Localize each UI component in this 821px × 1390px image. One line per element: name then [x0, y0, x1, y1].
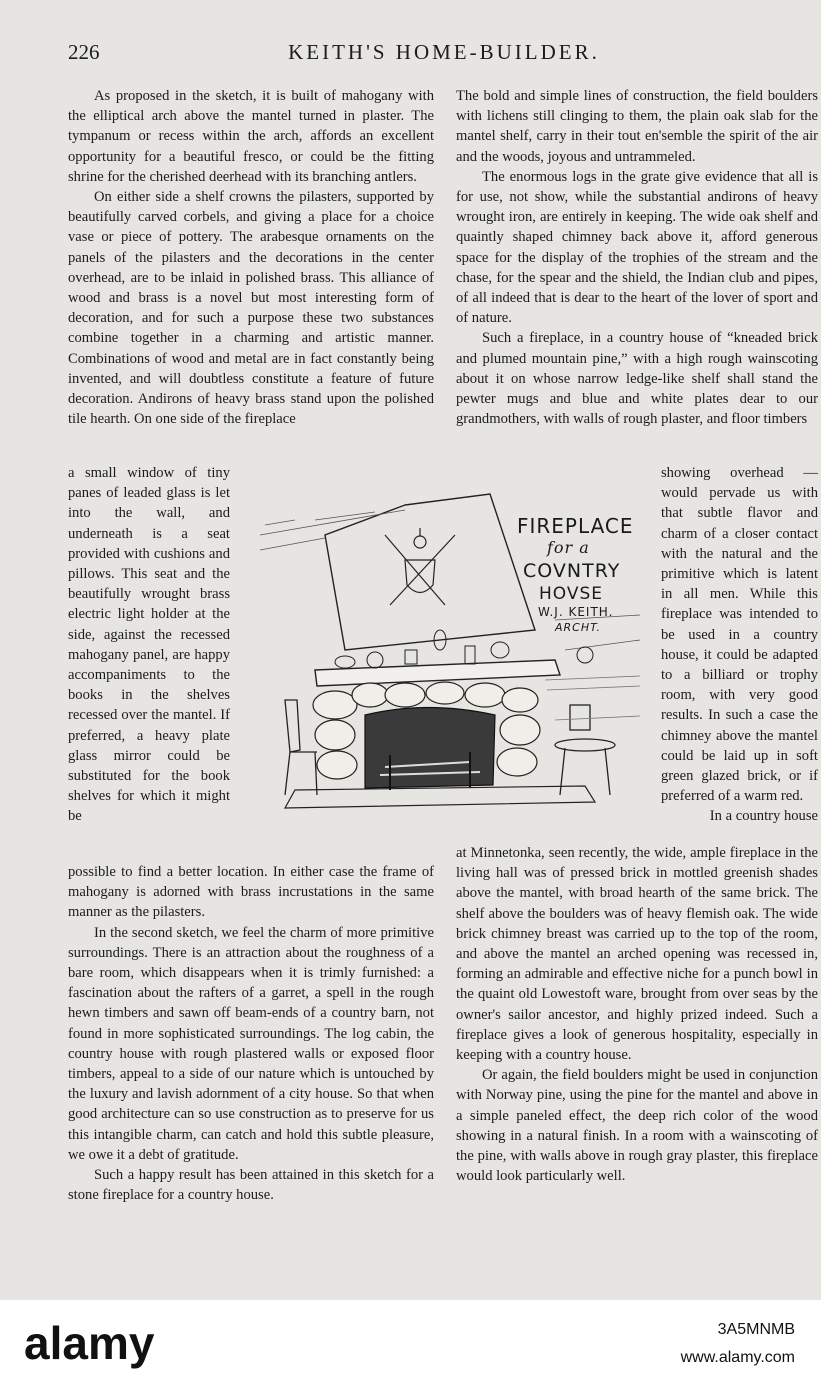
left-column-bottom [68, 862, 434, 1205]
paragraph: showing overhead — would pervade us with that subtle flavor and charm of a closer contact with the natural and the primitive which is latent in all men. While this fireplace was intended to be used in a country house, it could be adapted to a billiard or trophy room, with very good results. In such a case the chimney above the mantel could be laid up in soft green glazed brick, or if preferred of a warm red. [661, 465, 818, 805]
paragraph: a small window of tiny panes of leaded glass is let into the wall, and underneath is a seat provided with cushions and pillows. This seat and the beautifully wrought brass electric light holder at the side, against the recessed mahogany panel, are happy accompaniments to the books in the shelves recessed over the mantel. If preferred, a heavy plate glass mirror could be substituted for the book shelves for which it might be [68, 465, 230, 825]
left-column-wrap [68, 463, 230, 827]
page-number: 226 [68, 40, 100, 64]
stock-image-id: 3A5MNMB [717, 1321, 795, 1338]
running-head [68, 40, 820, 70]
figure-author: W.J. KEITH. [538, 605, 614, 619]
journal-title: KEITH'S HOME-BUILDER. [288, 40, 600, 64]
paragraph: Such a happy result has been attained in this sketch for a stone fireplace for a country house. [68, 1167, 434, 1204]
paragraph: The enormous logs in the grate give evidence that all is for use, not show, while the substantial andirons of heavy wrought iron, are entirely in keeping. The wide oak shelf and quaintly shaped chimney back above it, afford generous space for the display of the trophies of the stream and the chase, for the spear and the shield, the Indian club and pipes, of all indeed that is dear to the heart of the lover of sport and of nature. [456, 168, 818, 327]
paragraph: Or again, the field boulders might be used in conjunction with Norway pine, using the pine for the mantel and above in a simple paneled effect, the deep rich color of the wood showing in a natural finish. In a room with a wainscoting of the pine, with walls above in rough gray plaster, this fireplace would look particularly well. [456, 1067, 818, 1185]
fireplace-illustration [255, 490, 645, 820]
paragraph: In a country house [709, 808, 818, 825]
figure-title-line2: for a [547, 538, 590, 557]
paragraph: In the second sketch, we feel the charm of more primitive surroundings. There is an attraction about the roughness of a bare room, which disappears when it is trimly furnished: a fascination about the rafters of a garret, a spell in the rough hewn timbers and sawn off beam-ends of a country barn, not found in more sophisticated surroundings. The log cabin, the country house with rough plastered walls or exposed floor timbers, appeal to a side of our nature which is untouched by the luxury and lavish adornment of a city house. So that when good architecture can so use construction as to preserve for us this intangible charm, can catch and hold this subtle pleasure, we owe it a debt of gratitude. [68, 924, 434, 1163]
paragraph: Such a fireplace, in a country house of “kneaded brick and plumed mountain pine,” with a high rough wainscoting about it on whose narrow ledge-like shelf shall stand the pewter mugs and blue and white plates dear to our grandmothers, with walls of rough plaster, and floor timbers [456, 330, 818, 428]
right-column-top [456, 86, 818, 429]
paragraph: at Minnetonka, seen recently, the wide, ample fireplace in the living hall was of pressed brick in mottled greenish shades above the mantel, with broad hearth of the same brick. The shelf above the boulders was of heavy flemish oak. The wide brick chimney breast was carried up to the top of the room, and above the mantel an arched opening was recessed in, forming an admirable and effective niche for a punch bowl in the quaint old Lowestoft ware, brought from over seas by the owner's sailor ancestor, and highly prized indeed. Such a fireplace gives a look of generous hospitality, especially in keeping with a country house. [456, 845, 818, 1064]
alamy-logo: alamy [24, 1317, 155, 1369]
paragraph: As proposed in the sketch, it is built of mahogany with the elliptical arch above the mantel turned in plaster. The tympanum or recess within the arch, affords an excellent opportunity for a beautiful fresco, or could be the fitting shrine for the cherished deerhead with its branching antlers. [68, 88, 434, 185]
paragraph: On either side a shelf crowns the pilasters, supported by beautifully carved corbels, and giving a place for a choice vase or piece of pottery. The arabesque ornaments on the panels of the pilasters and the decorations in the center overhead, are to be inlaid in polished brass. This alliance of wood and brass is a novel but most interesting form of decoration, and for such a purpose these two substances combine together in a charming and artistic manner. Combinations of wood and metal are in fact constantly being invented, and will doubtless constitute a feature of future decoration. Andirons of heavy brass stand upon the polished tile hearth. On one side of the fireplace [68, 189, 434, 428]
paragraph: The bold and simple lines of construction, the field boulders with lichens still clinging to them, the plain oak slab for the mantel shelf, carry in their tout en'semble the spirit of the air and the woods, joyous and untrammeled. [456, 88, 818, 165]
paragraph: possible to find a better location. In either case the frame of mahogany is adorned with brass incrustations in the same manner as the pilasters. [68, 864, 434, 921]
figure-title-line4: HOVSE [539, 584, 604, 604]
figure-title-line3: COVNTRY [523, 560, 621, 582]
figure-role: ARCHT. [555, 621, 602, 634]
figure-title-line1: FIREPLACE [517, 514, 634, 538]
right-column-bottom [456, 843, 818, 1186]
left-column-top [68, 86, 434, 429]
right-column-wrap [661, 463, 818, 827]
stock-url: www.alamy.com [680, 1349, 795, 1366]
